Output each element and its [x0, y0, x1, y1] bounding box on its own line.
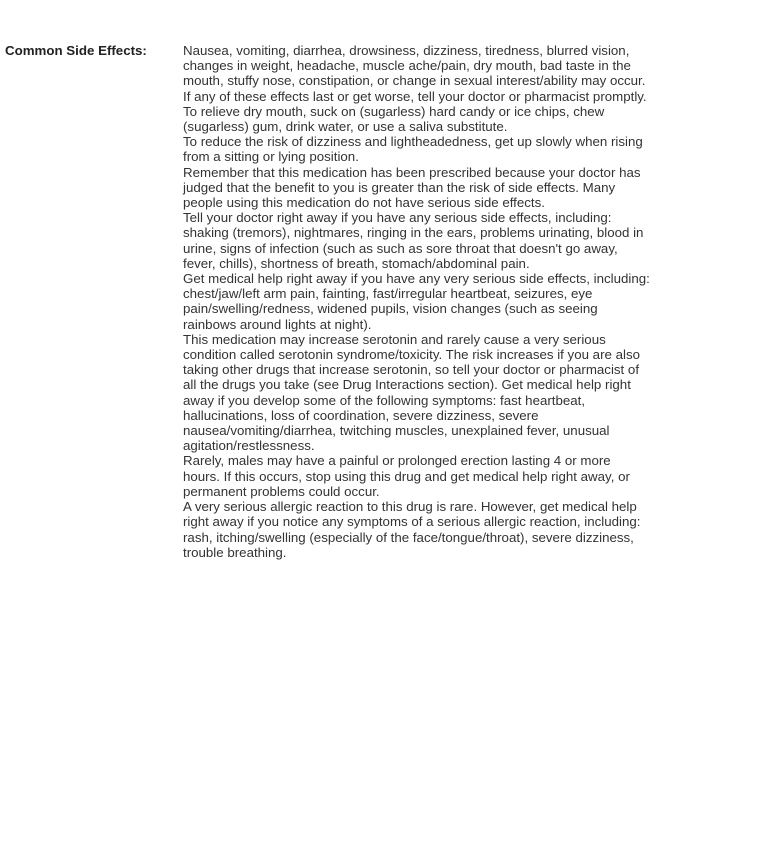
- section-body: [183, 43, 650, 560]
- section-label: Common Side Effects:: [5, 43, 147, 58]
- paragraph-serious-effects: Tell your doctor right away if you have any serious side effects, including: shaking (tremors), nightmares, ringing in the ears, problems urinating, blood in urine, signs of infection (such as such as sore throat that doesn't go away, fever, chills), shortness of breath, stomach/abdominal pain.: [183, 210, 644, 271]
- paragraph-common-effects: Nausea, vomiting, diarrhea, drowsiness, dizziness, tiredness, blurred vision, changes in weight, headache, muscle ache/pain, dry mouth, bad taste in the mouth, stuffy nose, constipation, or change in sexual interest/ability may occur. If any of these effects last or get worse, tell your doctor or pharmacist promptly.: [183, 43, 647, 104]
- paragraph-benefit-risk: Remember that this medication has been prescribed because your doctor has judged that the benefit to you is greater than the risk of side effects. Many people using this medication do not have serious side effects.: [183, 164, 641, 211]
- paragraph-very-serious-effects: Get medical help right away if you have any very serious side effects, including: chest/jaw/left arm pain, fainting, fast/irregular heartbeat, seizures, eye pain/swelling/redness, widened pupils, vision changes (such as seeing rainbows around lights at night).: [183, 271, 650, 332]
- paragraph-allergic-reaction: A very serious allergic reaction to this drug is rare. However, get medical help right away if you notice any symptoms of a serious allergic reaction, including: rash, itching/swelling (especially of the face/tongue/throat), severe dizziness, trouble breathing.: [183, 499, 641, 560]
- paragraph-serotonin: This medication may increase serotonin and rarely cause a very serious condition called serotonin syndrome/toxicity. The risk increases if you are also taking other drugs that increase serotonin, so tell your doctor or pharmacist of all the drugs you take (see Drug Interactions section). Get medical help right away if you develop some of the following symptoms: fast heartbeat, hallucinations, loss of coordination, severe dizziness, severe nausea/vomiting/diarrhea, twitching muscles, unexplained fever, unusual agitation/restlessness.: [183, 331, 640, 454]
- paragraph-dry-mouth: To relieve dry mouth, suck on (sugarless) hard candy or ice chips, chew (sugarless) gum, drink water, or use a saliva substitute.: [183, 103, 605, 135]
- paragraph-dizziness: To reduce the risk of dizziness and lightheadedness, get up slowly when rising from a sitting or lying position.: [183, 134, 643, 165]
- paragraph-priapism: Rarely, males may have a painful or prolonged erection lasting 4 or more hours. If this occurs, stop using this drug and get medical help right away, or permanent problems could occur.: [183, 453, 630, 499]
